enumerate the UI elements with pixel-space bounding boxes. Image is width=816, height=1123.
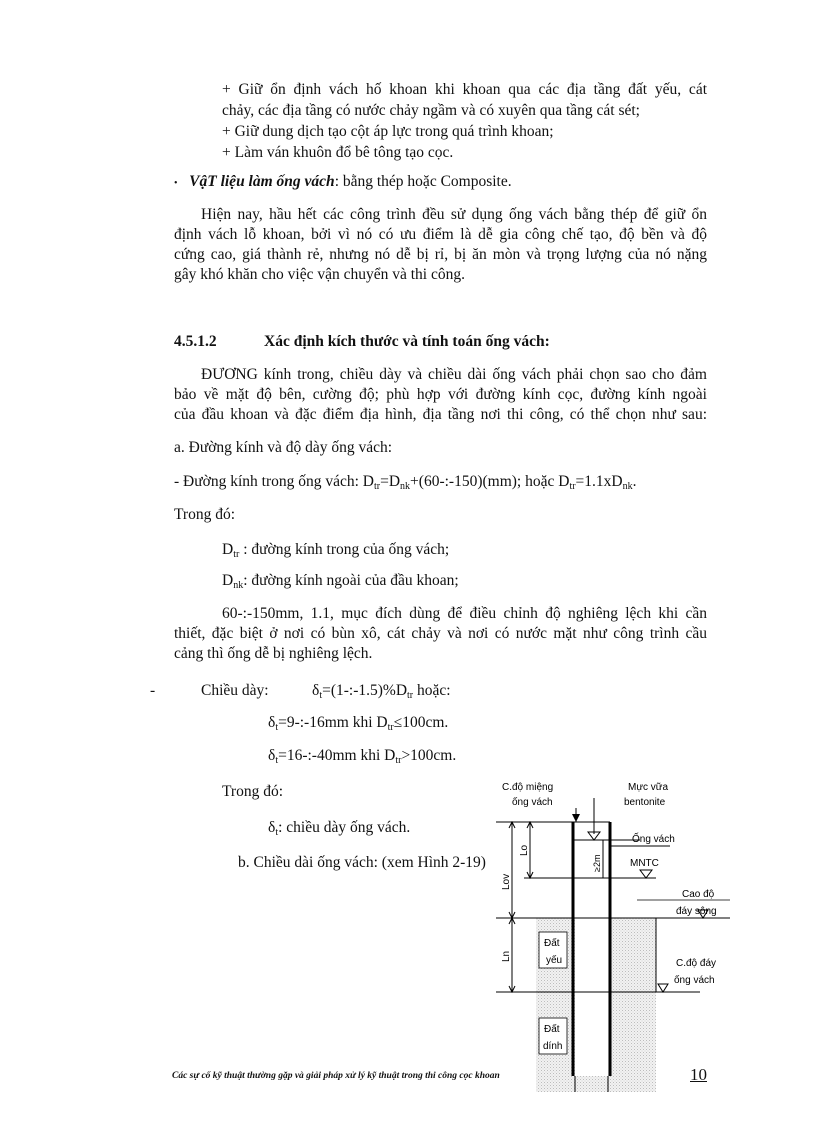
bullet-1-line-2: chảy, các địa tầng có nước chảy ngầm và có xuyên qua tầng cát sét; [222, 102, 640, 119]
thickness-label: Chiều dày: [201, 682, 269, 699]
para2-line-2: bảo về mặt độ bên, cường độ; phù hợp với đường kính cọc, đường kính ngoài [174, 386, 707, 403]
trong-do-2: Trong đó: [222, 783, 284, 800]
soft-label-2: yếu [546, 955, 563, 966]
def-dt: $\delta_t$: chiều dày ống vách. [268, 819, 411, 838]
para3-line-3: cảng thì ống dễ bị nghiêng lệch. [174, 645, 373, 662]
two-m-label: ≥2m [592, 854, 602, 872]
bullet-dot: • [174, 178, 178, 189]
bottom-label-1: C.độ đáy [676, 958, 717, 969]
slurry-label-2: bentonite [624, 797, 666, 808]
formula-diameter: - Đường kính trong ống vách: $D_{tr}=D_{nk}+(60-:-150)(mm)$; hoặc $D_{tr}=1.1xD_{nk}$. [174, 473, 637, 492]
material-line [174, 172, 512, 194]
para1-line-2: định vách lỗ khoan, bởi vì nó có ưu điểm là dễ gia công chế tạo, độ bền và độ [174, 226, 707, 243]
item-b: b. Chiều dài ống vách: (xem Hình 2-19) [238, 854, 486, 871]
para3-line-1: 60-:-150mm, 1.1, mục đích dùng để điều chỉnh độ nghiêng lệch khi cần [222, 605, 707, 622]
bottom-marker [658, 984, 668, 992]
trong-do-1: Trong đó: [174, 506, 236, 523]
thickness-dash: - [150, 682, 156, 699]
para2-line-1: ĐƯƠNG kính trong, chiều dày và chiều dài ống vách phải chọn sao cho đảm [201, 366, 707, 383]
ln-label: Ln [501, 950, 512, 962]
def-dtr: $D_{tr}$ : đường kính trong của ống vách; [222, 541, 450, 560]
mntc-label: MNTC [630, 858, 659, 869]
bore-interior [575, 918, 608, 1076]
soft-label-1: Đất [544, 938, 560, 949]
item-a: a. Đường kính và độ dày ống vách: [174, 439, 393, 456]
thickness-formula: $\delta_t=(1-:-1.5)\%D_{tr}$ hoặc: [312, 682, 451, 701]
bed-label-2: đáy sông [676, 906, 717, 917]
mouth-label-2: ống vách [512, 797, 553, 808]
mntc-marker [640, 870, 652, 878]
para3-line-2: thiết, đặc biệt ở nơi có bùn xô, cát chảy và nơi có nước mặt như công trình cầu [174, 625, 707, 642]
para1-line-3: cứng cao, giá thành rẻ, nhưng nó dễ bị rỉ, bị ăn mòn và trọng lượng của nó nặng [174, 246, 707, 263]
section-number: 4.5.1.2 [174, 333, 217, 350]
section-title: Xác định kích thước và tính toán ống vách: [264, 333, 550, 350]
lov-label: Lov [501, 873, 512, 890]
mouth-label-1: C.độ miệng [502, 782, 554, 793]
footer-text: Các sự cố kỹ thuật thường gặp và giải pháp xử lý kỹ thuật trong thi công cọc khoan [172, 1071, 500, 1081]
para1-line-4: gây khó khăn cho việc vận chuyển và thi công. [174, 266, 465, 283]
lo-label: Lo [519, 844, 530, 856]
thickness-case-1: $\delta_t=9-:-16mm$ khi $D_{tr}\le 100cm$. [268, 714, 449, 733]
slurry-label-1: Mực vữa [628, 782, 669, 793]
bullet-2: + Giữ dung dịch tạo cột áp lực trong quá trình khoan; [222, 123, 554, 140]
page-number: 10 [690, 1065, 707, 1084]
casing-length-diagram [490, 770, 730, 1092]
casing-label: Ống vách [632, 834, 675, 845]
material-text: : bằng thép hoặc Composite. [334, 173, 512, 190]
material-label: VậT liệu làm ống vách [189, 173, 335, 190]
para2-line-3: của đầu khoan và đặc điểm địa hình, địa tầng nơi thi công, có thể chọn như sau: [174, 406, 707, 423]
def-dnk: $D_{nk}$: đường kính ngoài của đầu khoan; [222, 572, 459, 591]
bed-label-1: Cao độ [682, 889, 715, 900]
bullet-3: + Làm ván khuôn đổ bê tông tạo cọc. [222, 144, 454, 161]
bottom-label-2: ống vách [674, 975, 715, 986]
bullet-1-line-1: + Giữ ổn định vách hố khoan khi khoan qua các địa tầng đất yếu, cát [222, 81, 707, 98]
thickness-case-2: $\delta_t=16-:-40mm$ khi $D_{tr}>100cm$. [268, 747, 457, 766]
para1-line-1: Hiện nay, hầu hết các công trình đều sử dụng ống vách bằng thép để giữ ổn [201, 206, 707, 223]
clay-label-1: Đất [544, 1024, 560, 1035]
clay-label-2: dính [543, 1041, 563, 1052]
